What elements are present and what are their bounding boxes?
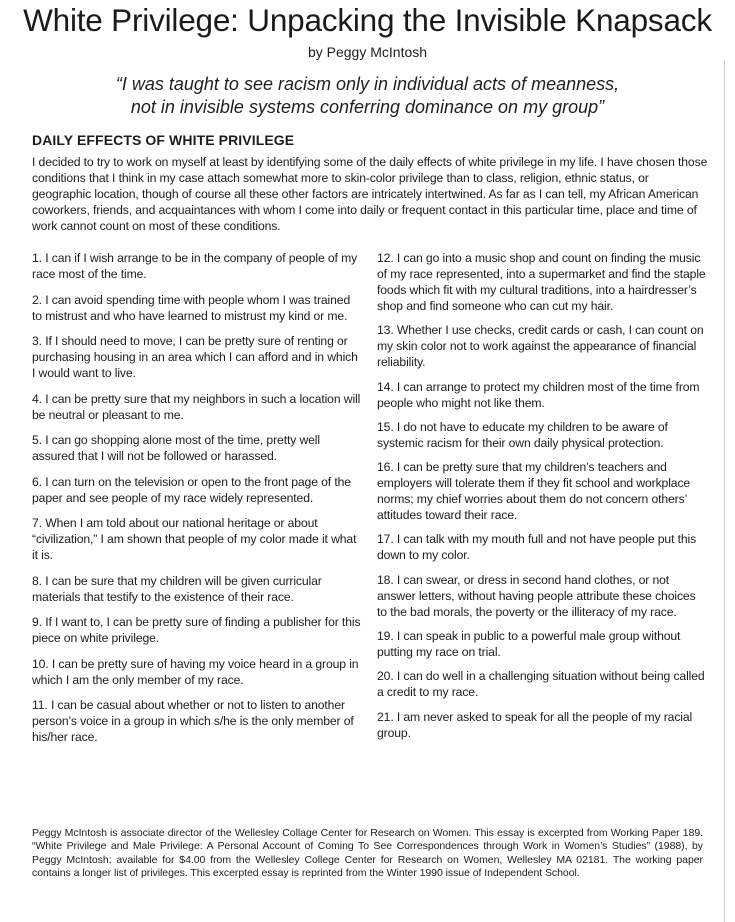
author-footnote: Peggy McIntosh is associate director of the Wellesley Collage Center for Research on Women. This essay is excerpted from Working Paper 189. “White Privilege and Male Privilege: A Personal Account of Coming To See Correspondences through Work in Women’s Studies” (1988), by Peggy McIntosh; available for $4.00 from the Wellesley College Center for Research on Women, Wellesley MA 02181. The working paper contains a longer list of privileges. This excerpted essay is reprinted from the Winter 1990 issue of Independent School.	[32, 827, 703, 879]
privilege-item: 10. I can be pretty sure of having my voice heard in a group in which I am the only member of my race.	[32, 656, 359, 687]
privilege-item: 16. I can be pretty sure that my children’s teachers and employers will tolerate them if they fit school and workplace norms; my chief worries about them do not concern others’ attitudes toward their race.	[377, 460, 691, 523]
privilege-item: 14. I can arrange to protect my children most of the time from people who might not like them.	[377, 379, 700, 410]
privilege-item: 8. I can be sure that my children will be given curricular materials that testify to the existence of their race.	[32, 573, 322, 604]
privilege-item: 7. When I am told about our national heritage or about “civilization,” I am shown that people of my color made it what it is.	[32, 516, 357, 562]
intro-paragraph: I decided to try to work on myself at least by identifying some of the daily effects of white privilege in my life. I have chosen those conditions that I think in my case attach somewhat more to skin-color privilege than to class, religion, ethnic status, or geographic location, though of course all these other factors are intricately intertwined. As far as I can tell, my African American coworkers, friends, and acquaintances with whom I come into daily or frequent contact in this particular time, place and time of work cannot count on most of these conditions.	[32, 155, 708, 233]
privilege-item: 15. I do not have to educate my children to be aware of systemic racism for their own daily physical protection.	[377, 419, 668, 450]
document-title: White Privilege: Unpacking the Invisible Knapsack	[23, 2, 712, 38]
privilege-item: 1. I can if I wish arrange to be in the company of people of my race most of the time.	[32, 251, 358, 281]
privilege-item: 19. I can speak in public to a powerful male group without putting my race on trial.	[377, 629, 681, 660]
author-byline: by Peggy McIntosh	[307, 44, 428, 60]
scan-edge-line	[724, 60, 725, 922]
section-heading: DAILY EFFECTS OF WHITE PRIVILEGE	[32, 132, 295, 148]
privilege-item: 17. I can talk with my mouth full and not have people put this down to my color.	[377, 532, 697, 563]
pull-quote-line: “I was taught to see racism only in individual acts of meanness,	[115, 74, 620, 94]
left-column-list	[32, 250, 362, 755]
privilege-item: 21. I am never asked to speak for all the people of my racial group.	[377, 709, 693, 740]
privilege-item: 13. Whether I use checks, credit cards or cash, I can count on my skin color not to work against the appearance of financial reliability.	[377, 323, 704, 370]
privilege-item: 11. I can be casual about whether or not to listen to another person’s voice in a group in which s/he is the only member of his/her race.	[32, 698, 354, 744]
privilege-item: 12. I can go into a music shop and count on finding the music of my race represented, into a supermarket and find the staple foods which fit with my cultural traditions, into a hairdresser’s shop and find someone who can cut my hair.	[377, 251, 706, 313]
privilege-item: 3. If I should need to move, I can be pretty sure of renting or purchasing housing in an area which I can afford and in which I would want to live.	[32, 334, 358, 380]
privilege-item: 9. If I want to, I can be pretty sure of finding a publisher for this piece on white privilege.	[32, 615, 361, 645]
privilege-item: 4. I can be pretty sure that my neighbors in such a location will be neutral or pleasant to me.	[32, 391, 361, 422]
privilege-item: 20. I can do well in a challenging situation without being called a credit to my race.	[377, 669, 705, 700]
privilege-item: 18. I can swear, or dress in second hand clothes, or not answer letters, without having people attribute these choices to the bad morals, the poverty or the illiteracy of my race.	[377, 572, 696, 619]
pull-quote	[0, 73, 735, 119]
privilege-item: 5. I can go shopping alone most of the time, pretty well assured that I will not be followed or harassed.	[32, 433, 320, 463]
pull-quote-line: not in invisible systems conferring dominance on my group”	[130, 97, 605, 117]
right-column-list	[377, 250, 707, 749]
privilege-item: 6. I can turn on the television or open to the front page of the paper and see people of my race widely represented.	[32, 474, 351, 505]
privilege-item: 2. I can avoid spending time with people whom I was trained to mistrust and who have learned to mistrust my kind or me.	[32, 292, 351, 323]
